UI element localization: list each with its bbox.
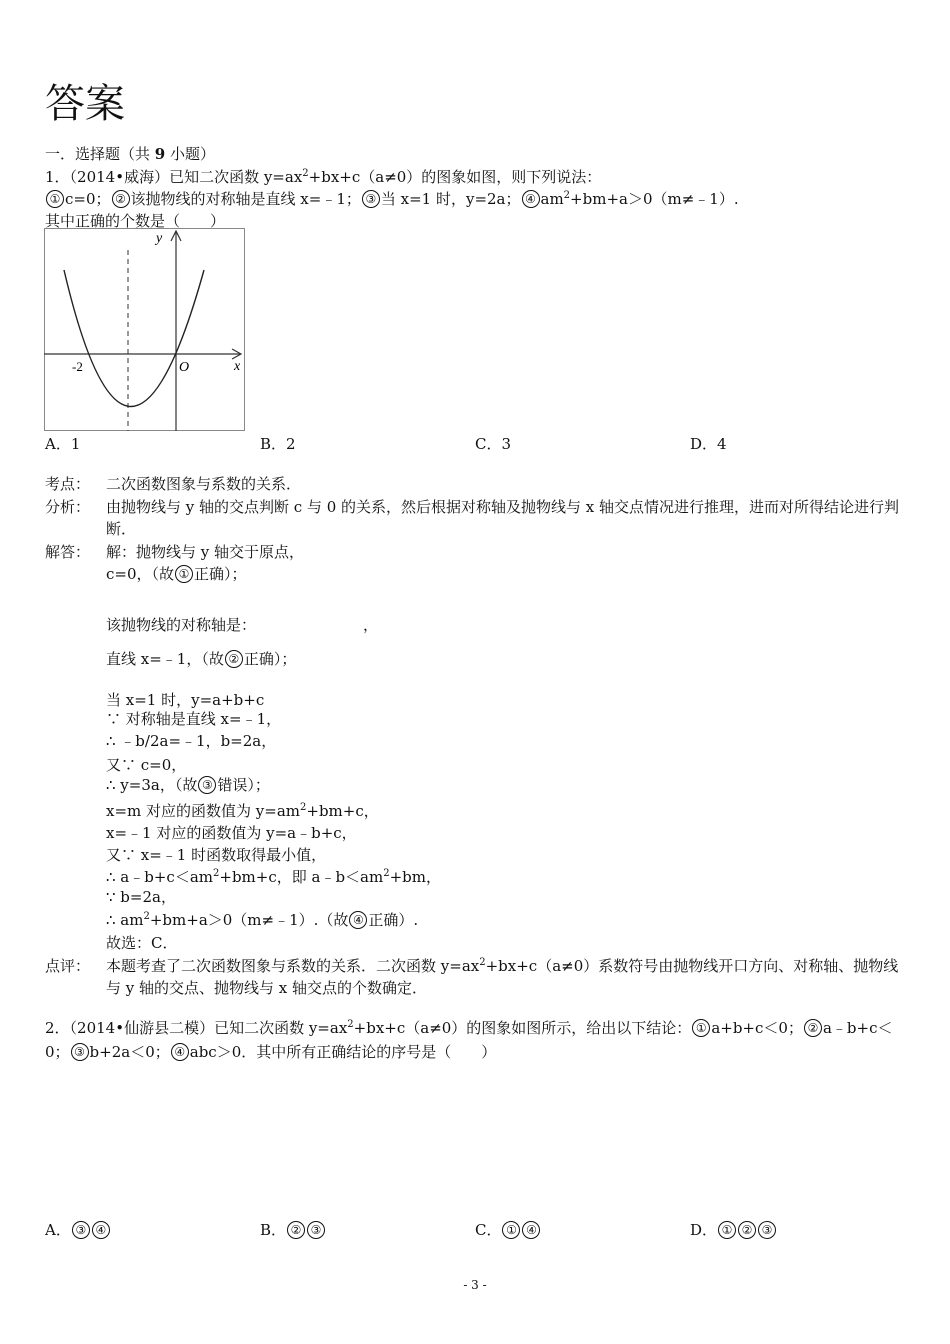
q1-parabola-graph [44, 228, 246, 432]
x-axis-label: x [234, 359, 241, 374]
solution-step-12: 又∵ x=﹣1 时函数取得最小值， [106, 846, 327, 864]
circle-1: ① [718, 1221, 736, 1239]
option-letter: C． [475, 1221, 502, 1239]
dianping-text [106, 955, 912, 999]
option-letter: A． [45, 1221, 71, 1239]
option-value: 1 [70, 435, 81, 453]
solution-step-9 [106, 774, 270, 795]
page-title: 答案 [45, 81, 125, 127]
q1-option-a[interactable] [45, 433, 80, 454]
circle-3: ③ [72, 1221, 90, 1239]
q1-claim-2: 该抛物线的对称轴是直线 x=﹣1； [130, 190, 361, 208]
circle-4: ④ [522, 1221, 540, 1239]
circle-4: ④ [171, 1043, 189, 1061]
section-prefix: 一．选择题（共 [45, 145, 155, 163]
solution-step-4 [106, 648, 296, 669]
circle-2: ② [804, 1019, 822, 1037]
q1-stem-a: 1．（2014•威海）已知二次函数 y=ax [45, 168, 303, 186]
step-text: +bm+c， [306, 802, 379, 820]
circle-4: ④ [522, 190, 540, 208]
sup: 2 [383, 868, 390, 879]
solution-step-3: 该抛物线的对称轴是： [106, 616, 257, 634]
graph-frame [45, 229, 245, 431]
solution-step-5: 当 x=1 时，y=a+b+c [106, 691, 265, 709]
q1-option-b[interactable] [260, 433, 296, 454]
sup: 2 [143, 911, 150, 922]
option-value: 3 [501, 435, 512, 453]
y-axis-label: y [156, 231, 163, 246]
q1-option-d[interactable] [690, 433, 727, 454]
step-text: ∴ am [106, 911, 144, 929]
sup: 2 [300, 802, 307, 813]
option-letter: A． [45, 435, 71, 453]
jieda-label: 解答： [45, 543, 91, 561]
dianping-label: 点评： [45, 957, 91, 975]
fenxi-text: 由抛物线与 y 轴的交点判断 c 与 0 的关系，然后根据对称轴及抛物线与 x 轴交点情况进行推理，进而对所得结论进行判断． [106, 498, 900, 538]
page-number: - 3 - [463, 1278, 487, 1292]
q2-stem-a: 2．（2014•仙游县二模）已知二次函数 y=ax [45, 1019, 348, 1037]
q1-sup: 2 [302, 168, 309, 179]
solution-step-7: ∴ ﹣b/2a=﹣1，b=2a， [106, 732, 277, 750]
sup: 2 [347, 1019, 354, 1030]
circle-3: ③ [758, 1221, 776, 1239]
comment-text: 本题考查了二次函数图象与系数的关系．二次函数 y=ax [106, 957, 480, 975]
sup: 2 [213, 868, 220, 879]
q2-claim-4: abc＞0．其中所有正确结论的序号是（ ） [189, 1043, 497, 1061]
circle-3: ③ [71, 1043, 89, 1061]
step-text: x=m 对应的函数值为 y=am [106, 802, 300, 820]
step-text: 直线 x=﹣1，（故 [106, 650, 224, 668]
circle-1: ① [692, 1019, 710, 1037]
q2-stem-b: +bx+c（a≠0）的图象如图所示，给出以下结论： [353, 1019, 692, 1037]
solution-step-8: 又∵ c=0， [106, 756, 187, 774]
option-letter: D． [690, 1221, 718, 1239]
sup: 2 [479, 957, 486, 968]
step-text: 正确）. [368, 911, 419, 929]
solution-step-2 [106, 563, 247, 584]
q2-claim-3: b+2a＜0； [89, 1043, 170, 1061]
tick-label-minus-2: -2 [72, 359, 83, 374]
step-text: 错误）； [217, 776, 270, 794]
option-value: 2 [286, 435, 296, 453]
circle-2: ② [287, 1221, 305, 1239]
step-text: +bm+a＞0（m≠﹣1）.（故 [149, 911, 349, 929]
q2-option-b[interactable] [260, 1219, 326, 1240]
q1-claim-1: c=0； [65, 190, 111, 208]
q1-stem-line3: 其中正确的个数是（ ） [45, 212, 226, 230]
solution-step-16: 故选：C． [106, 934, 178, 952]
step-text: 正确）； [194, 565, 247, 583]
circle-2: ② [225, 650, 243, 668]
solution-step-10 [106, 800, 379, 821]
step-text: c=0，（故 [106, 565, 175, 583]
q2-option-c[interactable] [475, 1219, 541, 1240]
q2-stem [45, 1016, 910, 1064]
q1-stem-b: +bx+c（a≠0）的图象如图，则下列说法： [308, 168, 602, 186]
solution-step-13 [106, 866, 441, 887]
step-text: 正确）； [243, 650, 297, 668]
circle-2: ② [738, 1221, 756, 1239]
q2-claim-2-end: ＜0； [45, 1019, 893, 1061]
circle-2: ② [112, 190, 130, 208]
section-count: 9 [154, 145, 166, 163]
step-text: ∴ y=3a，（故 [106, 776, 198, 794]
solution-step-14: ∵ b=2a， [106, 888, 176, 906]
q2-option-d[interactable] [690, 1219, 777, 1240]
option-letter: B． [260, 1221, 287, 1239]
option-letter: C． [475, 435, 502, 453]
fenxi-label: 分析： [45, 498, 91, 516]
kaodian-label: 考点： [45, 475, 91, 493]
solution-step-6: ∵ 对称轴是直线 x=﹣1， [106, 710, 282, 728]
circle-4: ④ [349, 911, 367, 929]
q1-stem-line1 [45, 166, 601, 187]
origin-label: O [179, 360, 190, 375]
step-text: +bm+c，即 a﹣b＜am [219, 868, 384, 886]
option-letter: B． [260, 435, 287, 453]
solution-step-11: x=﹣1 对应的函数值为 y=a﹣b+c， [106, 824, 357, 842]
kaodian-text: 二次函数图象与系数的关系． [106, 475, 302, 493]
q1-claim-4-sup: 2 [563, 190, 571, 201]
solution-step-15 [106, 909, 418, 930]
circle-3: ③ [362, 190, 380, 208]
q2-option-a[interactable] [45, 1219, 111, 1240]
step-text: ∴ a﹣b+c＜am [106, 868, 213, 886]
q1-stem-line2 [45, 188, 739, 209]
solution-step-3-comma: ， [363, 616, 379, 634]
circle-3: ③ [307, 1221, 325, 1239]
circle-1: ① [175, 565, 193, 583]
option-letter: D． [690, 435, 718, 453]
q1-option-c[interactable] [475, 433, 511, 454]
q1-claim-4a: am [540, 190, 564, 208]
option-value: 4 [717, 435, 727, 453]
step-text: +bm， [389, 868, 441, 886]
circle-1: ① [502, 1221, 520, 1239]
solution-step-1: 解：抛物线与 y 轴交于原点， [106, 543, 305, 561]
circle-1: ① [46, 190, 64, 208]
q2-claim-2: a﹣b+c [822, 1019, 878, 1037]
circle-4: ④ [92, 1221, 110, 1239]
comment-text: +bx+c（a≠0）系数符号由抛物线开口方向、对称轴、抛物线与 y 轴的交点、抛物线与 x 轴交点的个数确定． [106, 957, 899, 997]
q2-claim-1: a+b+c＜0； [711, 1019, 803, 1037]
section-suffix: 小题） [165, 145, 215, 163]
circle-3: ③ [198, 776, 216, 794]
section-heading [45, 143, 215, 164]
q1-claim-3: 当 x=1 时，y=2a； [380, 190, 521, 208]
parabola-curve [64, 270, 204, 407]
q1-claim-4b: +bm+a＞0（m≠﹣1）. [570, 190, 739, 208]
